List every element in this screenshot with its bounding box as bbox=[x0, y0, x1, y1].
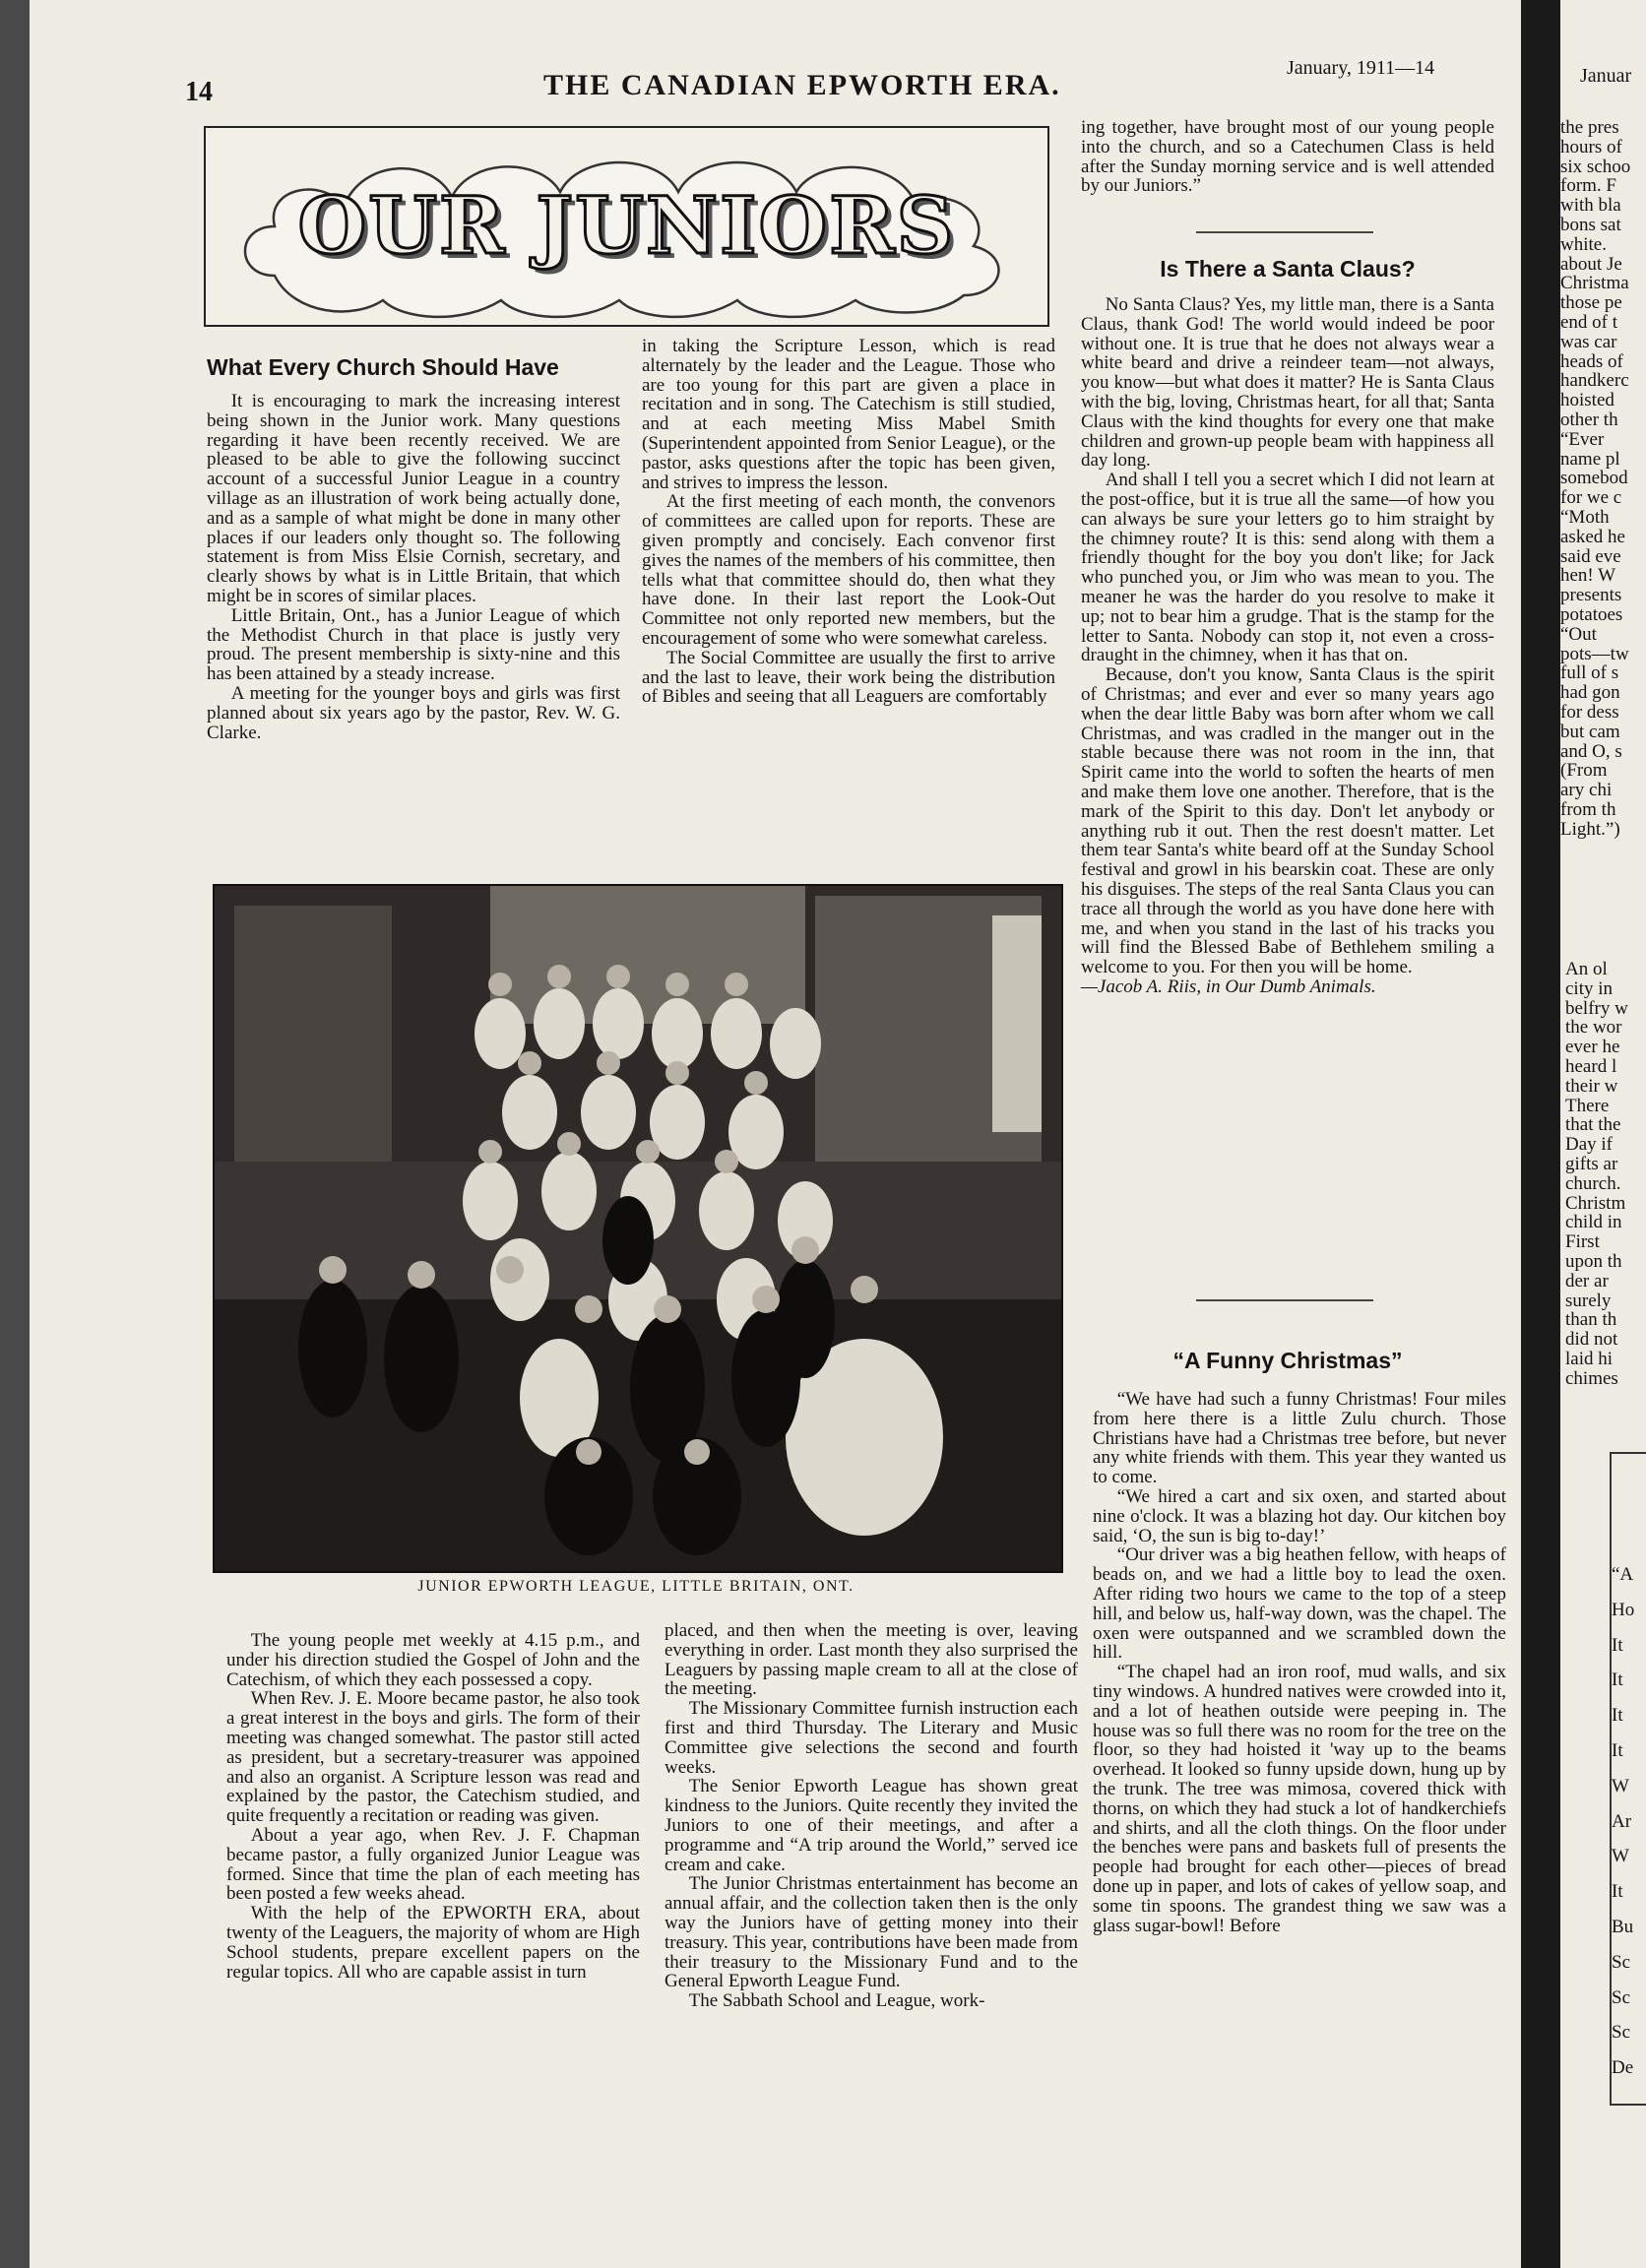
paragraph: Little Britain, Ont., has a Junior League of which the Methodist Church in that place is justly very proud. The present membership is sixty-nine and this has been attained by a steady increase. bbox=[207, 604, 620, 685]
fragment-line: chimes bbox=[1565, 1367, 1618, 1389]
fragment-line: name pl bbox=[1560, 448, 1620, 470]
next-page-column-2 bbox=[1565, 960, 1646, 1389]
article-church-col3 bbox=[226, 1631, 640, 1982]
fragment-line: der ar bbox=[1565, 1270, 1609, 1292]
section-divider bbox=[1196, 231, 1373, 233]
fragment-line: about Je bbox=[1560, 253, 1622, 275]
fragment-line: presents bbox=[1560, 585, 1622, 606]
issue-date: January, 1911—14 bbox=[1287, 57, 1435, 79]
group-photograph bbox=[213, 884, 1063, 1573]
paragraph: The Senior Epworth League has shown great kindness to the Juniors. Quite recently they invited the Juniors to one of their meetings, and after a programme and “A trip around the World,” served ice cream and cake. bbox=[665, 1776, 1078, 1875]
fragment-line: “Ever bbox=[1560, 428, 1605, 450]
banner-title: OUR JUNIORS bbox=[297, 179, 956, 272]
fragment-line: asked he bbox=[1560, 526, 1625, 547]
article-title-santa: Is There a Santa Claus? bbox=[1160, 256, 1416, 282]
paragraph: The Junior Christmas entertainment has become an annual affair, and the collection taken then is the only way the Juniors have of getting money into their treasury. This year, contributions have been made from their treasury to the Missionary Fund and to the General Epworth League Fund. bbox=[665, 1873, 1078, 1992]
paragraph: The Social Committee are usually the first to arrive and the last to leave, their work being the distribution of Bibles and seeing that all Leaguers are comfortably bbox=[642, 647, 1055, 708]
paragraph: A meeting for the younger boys and girls was first planned about six years ago by the pastor, Rev. W. G. Clarke. bbox=[207, 682, 620, 743]
paragraph: And shall I tell you a secret which I did not learn at the post-office, but it is true all the same—of how you can always be sure your letters go to him straight by the chimney route? It is this: send along with them a friendly thought for the boy you don't like; for Jack who punched you, or Jim who was mean to you. The meaner he was the harder do you resolve to make it up; not to bear him a grudge. That is the stamp for the letter to Santa. Nobody can stop it, not even a cross-draught in the chimney, when it has that on. bbox=[1081, 470, 1494, 666]
paragraph: “We have had such a funny Christmas! Four miles from here there is a little Zulu church. Those Christians have had a Christmas tree before, but never any white friends with them. This year they wanted us to come. bbox=[1093, 1389, 1506, 1488]
fragment-line: full of s bbox=[1560, 662, 1619, 684]
fragment-line: for dess bbox=[1560, 701, 1619, 723]
section-divider bbox=[1196, 1299, 1373, 1301]
fragment-line: Sc bbox=[1612, 1986, 1630, 2008]
paragraph: At the first meeting of each month, the convenors of committees are called upon for reports. These are given promptly and concisely. Each convenor first gives the names of the members of his committee, then tells what that committee should do, then what they have done. In their last report the Look-Out Committee not only reported new members, but the encouragement of some who were somewhat careless. bbox=[642, 491, 1055, 649]
article-title-funny-christmas: “A Funny Christmas” bbox=[1172, 1348, 1403, 1373]
fragment-line: bons sat bbox=[1560, 214, 1621, 235]
article-church-continuation bbox=[1081, 118, 1494, 196]
next-page-poem bbox=[1612, 1565, 1646, 2094]
fragment-line: It bbox=[1612, 1634, 1623, 1656]
fragment-line: other th bbox=[1560, 409, 1618, 430]
fragment-line: than th bbox=[1565, 1309, 1617, 1331]
fragment-line: handkerc bbox=[1560, 370, 1629, 392]
fragment-line: said eve bbox=[1560, 545, 1621, 567]
fragment-line: six schoo bbox=[1560, 156, 1631, 177]
paragraph: ing together, have brought most of our young people into the church, and so a Catechumen Class is held after the Sunday morning service and is well attended by our Juniors.” bbox=[1081, 117, 1494, 197]
fragment-line: had gon bbox=[1560, 682, 1620, 704]
fragment-line: laid hi bbox=[1565, 1348, 1614, 1369]
adjacent-page-fragment bbox=[1560, 0, 1646, 2268]
fragment-line: from th bbox=[1560, 798, 1616, 820]
fragment-line: Light.”) bbox=[1560, 818, 1620, 840]
fragment-line: but cam bbox=[1560, 721, 1620, 742]
fragment-line: ary chi bbox=[1560, 780, 1613, 801]
fragment-line: It bbox=[1612, 1881, 1623, 1903]
paragraph: The young people met weekly at 4.15 p.m., and under his direction studied the Gospel of John and the Catechism, of which they each possessed a copy. bbox=[226, 1630, 640, 1690]
fragment-line: belfry w bbox=[1565, 997, 1628, 1019]
fragment-line: with bla bbox=[1560, 195, 1621, 217]
fragment-line: that the bbox=[1565, 1114, 1621, 1136]
paragraph: in taking the Scripture Lesson, which is read alternately by the leader and the League. Those who are too young for this part are given a place in recitation and in song. The Catechism is still studied, and at each meeting Miss Mabel Smith (Superintendent appointed from Senior League), or the pastor, asks questions after the topic has been given, and strives to impress the lesson. bbox=[642, 336, 1055, 493]
fragment-line: surely bbox=[1565, 1290, 1612, 1311]
fragment-line: W bbox=[1612, 1846, 1629, 1867]
fragment-line: city in bbox=[1565, 977, 1614, 999]
fragment-line: potatoes bbox=[1560, 603, 1623, 625]
paragraph: With the help of the EPWORTH ERA, about twenty of the Leaguers, the majority of whom are High School students, prepare excellent papers on the regular topics. All who are capable assist in turn bbox=[226, 1903, 640, 1983]
page-number: 14 bbox=[185, 77, 213, 107]
fragment-line: form. F bbox=[1560, 175, 1616, 197]
paragraph: placed, and then when the meeting is over, leaving everything in order. Last month they also surprised the Leaguers by passing maple cream to all at the close of the meeting. bbox=[665, 1620, 1078, 1700]
article-title-church: What Every Church Should Have bbox=[207, 354, 559, 380]
photo-illustration bbox=[215, 886, 1061, 1571]
journal-title: THE CANADIAN EPWORTH ERA. bbox=[543, 69, 1061, 101]
fragment-line: pots—tw bbox=[1560, 643, 1629, 664]
fragment-line: De bbox=[1612, 2057, 1634, 2079]
fragment-line: the pres bbox=[1560, 117, 1619, 138]
fragment-line: Day if bbox=[1565, 1134, 1614, 1156]
next-page-header: Januar bbox=[1580, 65, 1632, 87]
fragment-line: Sc bbox=[1612, 2022, 1630, 2044]
fragment-line: their w bbox=[1565, 1075, 1618, 1097]
fragment-line: W bbox=[1612, 1775, 1629, 1796]
paragraph: The Missionary Committee furnish instruction each first and third Thursday. The Literary and Music Committee give selections the second and fourth weeks. bbox=[665, 1698, 1078, 1778]
fragment-line: Bu bbox=[1612, 1916, 1634, 1937]
fragment-line: ever he bbox=[1565, 1037, 1620, 1058]
fragment-line: An ol bbox=[1565, 959, 1608, 979]
article-church-col2 bbox=[642, 337, 1055, 707]
paragraph: It is encouraging to mark the increasing interest being shown in the Junior work. Many questions regarding it have been recently received. We are pleased to be able to give the following succinct account of a successful Junior League in a country village as an illustration of work being actually done, and as a sample of what might be done in many other places if our leaders only thought so. The following statement is from Miss Elsie Cornish, secretary, and clearly shows by what is in Little Britain, that which might be in scores of similar places. bbox=[207, 391, 620, 606]
article-church-col4 bbox=[665, 1621, 1078, 2011]
paragraph: “We hired a cart and six oxen, and started about nine o'clock. It was a blazing hot day. Our kitchen boy said, ‘O, the sun is big to-day!’ bbox=[1093, 1485, 1506, 1546]
page-gutter bbox=[1521, 0, 1560, 2268]
fragment-line: heads of bbox=[1560, 350, 1623, 372]
fragment-line: end of t bbox=[1560, 311, 1618, 333]
fragment-line: church. bbox=[1565, 1172, 1621, 1194]
fragment-line: for we c bbox=[1560, 487, 1622, 509]
fragment-line: First bbox=[1565, 1231, 1600, 1253]
article-santa-body bbox=[1081, 295, 1494, 997]
fragment-line: white. bbox=[1560, 233, 1607, 255]
fragment-line: gifts ar bbox=[1565, 1153, 1618, 1174]
paragraph: About a year ago, when Rev. J. F. Chapman became pastor, a fully organized Junior League was formed. Since that time the plan of each meeting has been posted a few weeks ahead. bbox=[226, 1824, 640, 1905]
fragment-line: “Out bbox=[1560, 623, 1597, 645]
article-church-col1 bbox=[207, 392, 620, 742]
fragment-line: hen! W bbox=[1560, 565, 1616, 587]
fragment-line: and O, s bbox=[1560, 740, 1622, 762]
fragment-line: child in bbox=[1565, 1212, 1622, 1233]
paragraph: The Sabbath School and League, work- bbox=[688, 1990, 985, 2012]
fragment-line: “A bbox=[1612, 1564, 1634, 1585]
fragment-line: There bbox=[1565, 1095, 1610, 1116]
paragraph: “Our driver was a big heathen fellow, with heaps of beads on, and we had a little boy to lead the oxen. After riding two hours we came to the top of a steep hill, and below us, half-way down, was the chapel. The oxen were outspanned and we scrambled down the hill. bbox=[1093, 1544, 1506, 1664]
fragment-line: hours of bbox=[1560, 136, 1622, 158]
paragraph: When Rev. J. E. Moore became pastor, he also took a great interest in the boys and girls. The form of their meeting was changed somewhat. The pastor still acted as president, but a secretary-treasurer was appoined and also an organist. A Scripture lesson was read and explained by the pastor, the Catechism studied, and quite frequently a recitation or reading was given. bbox=[226, 1688, 640, 1827]
paragraph: No Santa Claus? Yes, my little man, there is a Santa Claus, thank God! The world would indeed be poor without one. It is true that he does not always wear a white beard and drive a reindeer team—not always, you know—but what does it matter? He is Santa Claus with the big, loving, Christmas heart, for all that; Santa Claus with the kind thoughts for every one that make children and grown-up people beam with happiness all day long. bbox=[1081, 294, 1494, 472]
fragment-line: those pe bbox=[1560, 292, 1622, 314]
fragment-line: the wor bbox=[1565, 1017, 1622, 1039]
fragment-line: Ar bbox=[1612, 1810, 1632, 1832]
fragment-line: It bbox=[1612, 1705, 1623, 1727]
section-banner bbox=[204, 126, 1049, 327]
fragment-line: upon th bbox=[1565, 1250, 1622, 1272]
photo-caption: JUNIOR EPWORTH LEAGUE, LITTLE BRITAIN, ONT. bbox=[417, 1578, 855, 1595]
fragment-line: Ho bbox=[1612, 1599, 1635, 1620]
fragment-line: It bbox=[1612, 1739, 1623, 1761]
attribution: —Jacob A. Riis, in Our Dumb Animals. bbox=[1081, 976, 1376, 997]
paragraph: Because, don't you know, Santa Claus is the spirit of Christmas; and ever and ever so many years ago when the dear little Baby was born after whom we call Christmas, and was cradled in the manger out in the stable because there was not room in the inn, that Spirit came into the world to soften the hearts of men and make them love one another. Therefore, that is the mark of the Spirit to this day. Don't let anybody or anything rub it out. Then the rest doesn't matter. Let them tear Santa's white beard off at the Sunday School festival and growl in his bearskin coat. These are only his disguises. The steps of the real Santa Claus you can trace all through the world as you have done here with me, and when you stand in the last of his tracks you will find the Blessed Babe of Bethlehem smiling a welcome to you. For then you will be home. bbox=[1081, 664, 1494, 978]
fragment-line: was car bbox=[1560, 331, 1617, 352]
fragment-line: heard l bbox=[1565, 1055, 1617, 1077]
fragment-line: Sc bbox=[1612, 1951, 1630, 1973]
fragment-line: somebod bbox=[1560, 468, 1628, 489]
fragment-line: Christma bbox=[1560, 273, 1629, 294]
fragment-line: It bbox=[1612, 1670, 1623, 1691]
fragment-line: did not bbox=[1565, 1329, 1618, 1351]
paragraph: “The chapel had an iron roof, mud walls, and six tiny windows. A hundred natives were crowded into it, and a lot of heathen outside were peeping in. The house was so full there was no room for the tree on the floor, so they had hoisted it 'way up to the beams overhead. It looked so funny upside down, hung up by the trunk. The tree was mimosa, covered thick with thorns, on which they had stuck a lot of handkerchiefs and shirts, and all the cloth things. On the floor under the benches were pans and baskets full of presents the people had brought for each other—pieces of bread done up in paper, and lots of cakes of yellow soap, and some tin spoons. The grandest thing we saw was a glass sugar-bowl! Before bbox=[1093, 1662, 1506, 1936]
next-page-column-1 bbox=[1560, 118, 1646, 839]
fragment-line: (From bbox=[1560, 760, 1608, 782]
fragment-line: Christm bbox=[1565, 1192, 1626, 1214]
fragment-line: “Moth bbox=[1560, 506, 1610, 528]
article-funny-christmas-body bbox=[1093, 1390, 1506, 1935]
fragment-line: hoisted bbox=[1560, 390, 1614, 411]
